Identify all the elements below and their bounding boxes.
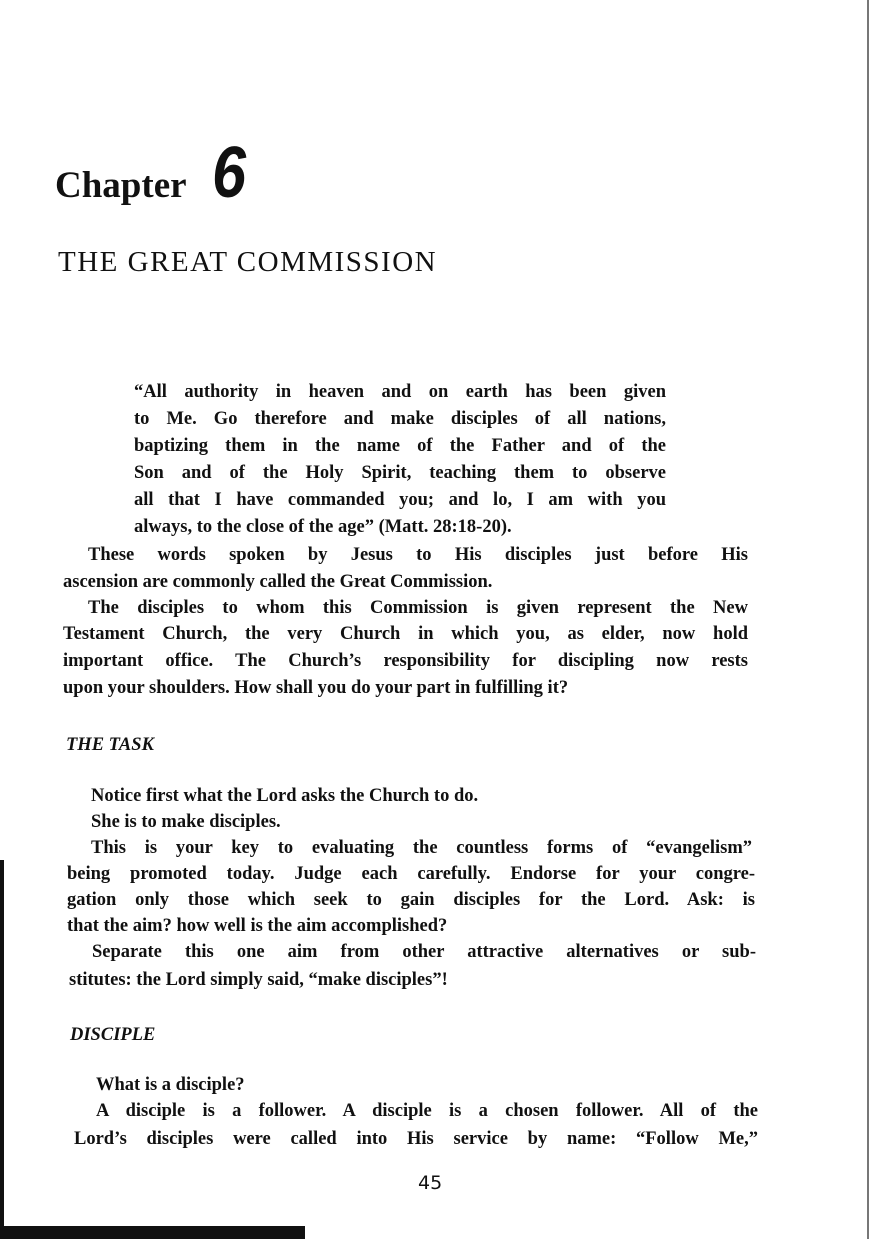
body-line: This is your key to evaluating the countless forms of “evangelism” <box>91 838 752 858</box>
body-line: important office. The Church’s responsibility for discipling now rests <box>63 651 748 671</box>
quote-line: Son and of the Holy Spirit, teaching them to observe <box>134 463 666 483</box>
scan-edge-right <box>867 0 869 1239</box>
section-heading-disciple: DISCIPLE <box>70 1025 156 1045</box>
body-line: She is to make disciples. <box>91 812 281 832</box>
body-line: upon your shoulders. How shall you do your part in fulfilling it? <box>63 678 569 698</box>
body-line: Lord’s disciples were called into His service by name: “Follow Me,” <box>74 1129 758 1149</box>
quote-line: always, to the close of the age” (Matt. 28:18-20). <box>134 517 512 537</box>
chapter-number: 6 <box>212 133 247 213</box>
scan-edge-left <box>0 860 4 1239</box>
body-line: stitutes: the Lord simply said, “make disciples”! <box>69 970 448 990</box>
body-line: gation only those which seek to gain disciples for the Lord. Ask: is <box>67 890 755 910</box>
chapter-title: THE GREAT COMMISSION <box>58 246 438 278</box>
body-line: The disciples to whom this Commission is given represent the New <box>88 598 748 618</box>
scan-edge-bottom <box>0 1226 305 1239</box>
body-line: A disciple is a follower. A disciple is a chosen follower. All of the <box>96 1101 758 1121</box>
section-heading-the-task: THE TASK <box>66 735 154 755</box>
page-number: 45 <box>418 1172 443 1194</box>
body-line: that the aim? how well is the aim accomplished? <box>67 916 448 936</box>
body-line: Testament Church, the very Church in which you, as elder, now hold <box>63 624 748 644</box>
quote-line: all that I have commanded you; and lo, I am with you <box>134 490 666 510</box>
body-line: Separate this one aim from other attractive alternatives or sub- <box>92 942 756 962</box>
chapter-label: Chapter <box>55 165 187 206</box>
body-line: These words spoken by Jesus to His disciples just before His <box>88 545 748 565</box>
quote-line: baptizing them in the name of the Father and of the <box>134 436 666 456</box>
body-line: Notice first what the Lord asks the Church to do. <box>91 786 479 806</box>
quote-line: “All authority in heaven and on earth has been given <box>134 382 666 402</box>
body-line: What is a disciple? <box>96 1075 245 1095</box>
body-line: ascension are commonly called the Great Commission. <box>63 572 493 592</box>
body-line: being promoted today. Judge each carefully. Endorse for your congre- <box>67 864 755 884</box>
quote-line: to Me. Go therefore and make disciples of all nations, <box>134 409 666 429</box>
